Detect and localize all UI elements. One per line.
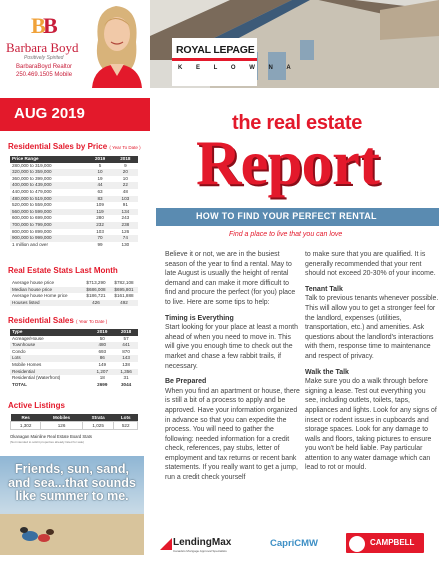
- table-cell: 3044: [120, 381, 132, 387]
- section-body: Start looking for your place at least a month ahead of when you need to move in. This will give you enough time to check out the market and chase a few rabbit trails, if necessary.: [165, 324, 298, 370]
- table-cell: 243: [121, 215, 130, 221]
- issue-month-banner: [0, 98, 150, 131]
- table-cell: Residential (Waterfront): [12, 375, 61, 381]
- capricmw-name: CapriCMW: [270, 538, 319, 549]
- active-listings-table: [10, 414, 138, 430]
- table-cell: $782,108: [114, 280, 134, 285]
- stats-last-month-title: Real Estate Stats Last Month: [8, 266, 118, 275]
- table-cell: 74: [113, 235, 138, 242]
- table-cell: 560,000 to 599,000: [10, 209, 87, 216]
- table-cell: 70: [87, 235, 112, 242]
- left-column: [0, 0, 150, 568]
- table-cell: 238: [113, 222, 138, 229]
- table-cell: Average house Home price: [12, 293, 68, 299]
- table-cell: 138: [122, 361, 130, 367]
- sales-by-price-title-text: Residential Sales by Price: [8, 142, 108, 151]
- table-row: [10, 287, 138, 294]
- column-header: Mobiles: [41, 414, 83, 421]
- table-row: [10, 189, 138, 196]
- table-row: [10, 342, 138, 349]
- table-row: [10, 362, 138, 369]
- table-row: [10, 202, 138, 209]
- table-row: [10, 229, 138, 236]
- table-row: [10, 242, 138, 249]
- table-cell: 1,207: [90, 369, 114, 376]
- table-cell: 232: [87, 222, 112, 229]
- agent-photo: [84, 0, 148, 88]
- table-cell: Residential: [10, 369, 90, 376]
- table-cell: 1 million and over: [12, 241, 49, 247]
- column-header: Res: [11, 414, 41, 421]
- svg-text:B: B: [43, 13, 58, 38]
- table-cell: 130: [121, 241, 130, 247]
- table-cell: 280,000 to 319,000: [12, 162, 52, 168]
- table-cell: 119: [87, 209, 112, 216]
- sales-by-type-title: [8, 316, 107, 325]
- table-row: [10, 222, 138, 229]
- table-cell: 126: [41, 421, 83, 429]
- bb-monogram-logo: [30, 12, 60, 38]
- stats-source: Okanagan Mainline Real Estate Board Stats: [10, 434, 92, 439]
- table-cell: 600,000 to 699,000: [12, 215, 52, 221]
- column-header: Strata: [82, 414, 114, 421]
- section-body: Make sure you do a walk through before signing a lease. Test out everything you see, including outlets, toilets, taps, appliances and lights. Look for any signs of insect or rodent issues in cupboards and storage spaces. Look for any damage to walls and floors, taking pictures to ensure you won't be held liable. Pay particular attention to any water damage which can lead to rot or mould.: [305, 378, 437, 472]
- report-subtitle: the real estate: [232, 112, 363, 134]
- table-cell: 50: [99, 335, 105, 341]
- article-tagline: Find a place to live that you can love: [229, 231, 343, 238]
- brokerage-logo-bar: [172, 58, 257, 61]
- issue-month: AUG 2019: [14, 105, 85, 122]
- table-cell: TOTAL: [12, 381, 27, 387]
- table-cell: Acreage/House: [12, 335, 44, 341]
- table-cell: 2699: [97, 381, 108, 387]
- table-row: [10, 215, 138, 222]
- table-cell: 440,000 to 479,000: [12, 188, 52, 194]
- table-cell: 9: [124, 162, 127, 168]
- table-row: [10, 169, 138, 176]
- sales-by-type-table: [10, 329, 138, 388]
- table-row: [10, 163, 138, 170]
- table-row: [10, 369, 138, 376]
- brokerage-city: K E L O W N A: [178, 65, 297, 71]
- table-cell: 109: [96, 202, 104, 208]
- agent-title: BarbaraBoyd Realtor: [16, 64, 73, 70]
- table-cell: Condo: [12, 348, 26, 354]
- table-cell: 700,000 to 799,000: [10, 222, 87, 229]
- beach-quote-panel: [0, 456, 144, 555]
- table-cell: 44: [87, 182, 112, 189]
- section-heading: Walk the Talk: [305, 368, 349, 376]
- table-cell: 31: [123, 375, 129, 381]
- table-cell: $186,721: [86, 293, 106, 299]
- article-column-2: [305, 250, 439, 479]
- section-heading: Be Prepared: [165, 378, 207, 386]
- beach-quote: Friends, sun, sand, and sea...that sounds like summer to me.: [8, 462, 136, 503]
- agent-card: [0, 0, 150, 92]
- lendingmax-name: LendingMax: [173, 537, 232, 548]
- table-cell: 1,356: [114, 369, 138, 376]
- table-cell: 426: [82, 300, 110, 307]
- table-row: [10, 336, 138, 343]
- section-heading: Tenant Talk: [305, 285, 343, 293]
- table-cell: 103: [113, 196, 138, 203]
- table-cell: 280: [96, 215, 104, 221]
- table-cell: 400,000 to 439,000: [10, 182, 87, 189]
- table-cell: 48: [122, 188, 128, 194]
- table-row: [10, 349, 138, 356]
- table-cell: 103: [96, 228, 104, 234]
- sales-by-price-title: [8, 142, 141, 151]
- table-cell: Average house price: [12, 280, 55, 285]
- table-row: [10, 209, 138, 216]
- column-header: Type: [10, 329, 90, 336]
- table-row: [10, 182, 138, 189]
- table-row: [10, 235, 138, 242]
- table-cell: 91: [122, 202, 128, 208]
- table-cell: 99: [97, 241, 103, 247]
- table-cell: 480,000 to 519,000: [10, 196, 87, 203]
- brokerage-logo: [172, 38, 297, 86]
- section-body: When you find an apartment or house, there is still a bit of a process to apply and be approved. Have your information organized in advance so that you can expedite the process. You will need to gather the following: needed information for a credit check, references, pay stubs, letter of employment and tax returns or recent bank statements. If you really want to get a jump, run a credit check yourself: [165, 387, 300, 482]
- table-cell: 522: [114, 421, 138, 429]
- lendingmax-arrow-icon: [160, 538, 172, 550]
- article-heading: HOW TO FIND YOUR PERFECT RENTAL: [196, 211, 377, 221]
- table-cell: Lots: [10, 355, 90, 362]
- table-cell: 143: [114, 355, 138, 362]
- table-cell: 1,302: [11, 421, 41, 429]
- report-title: Report: [196, 128, 379, 198]
- table-total-row: [10, 382, 138, 389]
- table-cell: 320,000 to 359,000: [10, 169, 87, 176]
- table-cell: 126: [121, 228, 130, 234]
- table-cell: 149: [98, 361, 107, 367]
- table-cell: 134: [113, 209, 138, 216]
- table-cell: 22: [113, 182, 138, 189]
- article-intro: Believe it or not, we are in the busiest season of the year to find a rental. May to late August is usually the height of rental demand and can make it more difficult to find and procure the perfect (for you) place to live. Here are some tips to help:: [165, 251, 296, 306]
- table-row: [10, 280, 138, 287]
- sales-by-type-title-text: Residential Sales: [8, 316, 74, 325]
- campbell-logo: [345, 532, 425, 554]
- table-cell: $686,008: [82, 287, 110, 294]
- table-cell: 900,000 to 999,000: [10, 235, 87, 242]
- table-row: [10, 176, 138, 183]
- table-cell: 520,000 to 559,000: [12, 202, 52, 208]
- table-cell: 19: [97, 175, 103, 181]
- table-cell: 18: [99, 375, 105, 381]
- table-cell: 360,000 to 399,000: [12, 175, 52, 181]
- table-cell: 63: [97, 188, 103, 194]
- table-cell: 86: [90, 355, 114, 362]
- table-cell: $161,888: [114, 293, 134, 299]
- column-header: 2018: [113, 156, 138, 163]
- table-row: [10, 196, 138, 203]
- agent-name: Barbara Boyd: [6, 40, 79, 55]
- table-cell: Median house price: [10, 287, 82, 294]
- svg-text:B: B: [31, 13, 46, 38]
- sales-by-type-title-note: ( Year To Date ): [76, 319, 108, 324]
- article-heading-bar: [156, 208, 439, 226]
- agent-tagline: Positively Spirited: [24, 55, 64, 61]
- section-body: Talk to previous tenants whenever possible. This will allow you to get a stronger feel for the landlord, expenses (utilities, transportation, etc.) and amenities. Ask questions about the landlord's interactions with them, response time to maintenance and respect of privacy.: [305, 295, 439, 360]
- table-cell: 492: [110, 300, 138, 307]
- active-listings-title: Active Listings: [8, 401, 65, 410]
- section-body: to make sure that you are qualified. It is generally recommended that your rent should not exceed 20-30% of your income.: [305, 251, 436, 278]
- table-cell: Mobile Homes: [12, 361, 42, 367]
- sales-by-price-table: [10, 156, 138, 248]
- sales-by-price-title-note: ( Year To Date ): [109, 145, 141, 150]
- campbell-name: CAMPBELL: [370, 538, 415, 547]
- table-cell: Houses listed: [10, 300, 82, 307]
- agent-phone: 250.469.1505 Mobile: [16, 72, 73, 78]
- column-header: 2019: [90, 329, 114, 336]
- table-row: [11, 421, 138, 429]
- table-cell: 480: [90, 342, 114, 349]
- brokerage-name: ROYAL LEPAGE: [176, 44, 255, 56]
- column-header: Lots: [114, 414, 138, 421]
- table-cell: 10: [122, 175, 128, 181]
- table-cell: 83: [87, 196, 112, 203]
- article-column-1: [165, 250, 300, 489]
- table-cell: 441: [114, 342, 138, 349]
- table-row: [10, 293, 138, 300]
- section-heading: Timing is Everything: [165, 314, 234, 322]
- table-cell: 1,025: [82, 421, 114, 429]
- table-cell: 870: [122, 348, 130, 354]
- stats-source-note: (Not intended to solicit properties already listed for sale): [10, 440, 85, 444]
- table-cell: 800,000 to 899,000: [12, 228, 52, 234]
- campbell-emblem-icon: [349, 536, 365, 552]
- table-row: [10, 300, 138, 307]
- table-cell: 693: [98, 348, 107, 354]
- table-cell: 10: [87, 169, 112, 176]
- table-cell: $713,290: [86, 280, 106, 285]
- table-cell: $695,801: [110, 287, 138, 294]
- lendingmax-tagline: Canada's Mortgage Approval Specialists: [173, 549, 227, 553]
- table-row: [10, 355, 138, 362]
- table-cell: Townhouse: [10, 342, 90, 349]
- column-header: Price Range: [10, 156, 87, 163]
- stats-last-month-table: [10, 280, 138, 306]
- column-header: 2018: [114, 329, 138, 336]
- table-cell: 57: [123, 335, 129, 341]
- table-cell: 20: [113, 169, 138, 176]
- table-row: [10, 375, 138, 382]
- table-cell: 5: [98, 162, 102, 168]
- column-header: 2019: [87, 156, 112, 163]
